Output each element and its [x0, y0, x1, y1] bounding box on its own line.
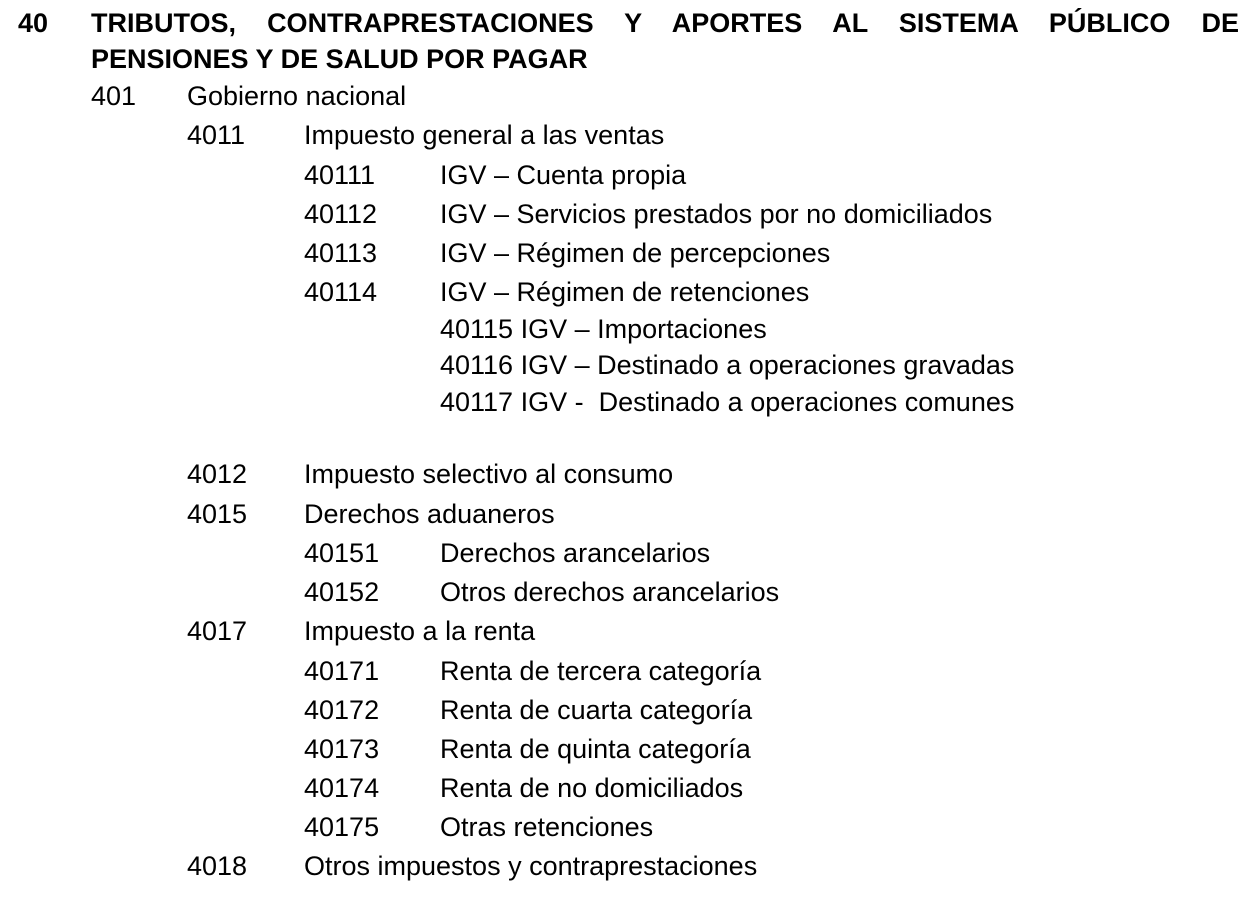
- account-label: IGV – Régimen de percepciones: [440, 238, 831, 268]
- account-label: IGV – Servicios prestados por no domiciliados: [440, 199, 993, 229]
- account-code: 40174: [304, 773, 380, 803]
- account-code: 4011: [187, 120, 246, 150]
- account-label: IGV - Destinado a operaciones comunes: [520, 387, 1015, 417]
- account-label: Impuesto a la renta: [304, 616, 536, 646]
- account-code: 4018: [187, 851, 248, 881]
- account-code: 40151: [304, 538, 380, 568]
- account-label: IGV – Destinado a operaciones gravadas: [520, 350, 1015, 380]
- account-label: IGV – Régimen de retenciones: [440, 277, 810, 307]
- account-label: Renta de tercera categoría: [440, 656, 762, 686]
- account-label: Otros impuestos y contraprestaciones: [304, 851, 758, 881]
- account-code: 40175: [304, 812, 380, 842]
- account-entry: [440, 311, 767, 347]
- account-code: 40114: [304, 277, 378, 307]
- account-code: 40112: [304, 199, 378, 229]
- account-label: Otros derechos arancelarios: [440, 577, 780, 607]
- account-label: Impuesto selectivo al consumo: [304, 459, 674, 489]
- account-code: 4012: [187, 459, 248, 489]
- account-code: 40117: [440, 387, 514, 417]
- account-label: IGV – Importaciones: [520, 314, 767, 344]
- account-label: Impuesto general a las ventas: [304, 120, 665, 150]
- account-code: 40115: [440, 314, 514, 344]
- account-label: Renta de no domiciliados: [440, 773, 744, 803]
- account-label: Derechos aduaneros: [304, 499, 555, 529]
- account-entry: [440, 384, 1014, 420]
- account-code: 401: [91, 81, 137, 111]
- account-code: 40172: [304, 695, 380, 725]
- account-label: Renta de quinta categoría: [440, 734, 751, 764]
- account-code: 40152: [304, 577, 380, 607]
- account-code: 40111: [304, 160, 376, 190]
- account-code: 4017: [187, 616, 248, 646]
- account-label: IGV – Cuenta propia: [440, 160, 687, 190]
- account-code: 40173: [304, 734, 380, 764]
- account-label: Otras retenciones: [440, 812, 654, 842]
- account-code: 4015: [187, 499, 248, 529]
- account-label: Renta de cuarta categoría: [440, 695, 753, 725]
- account-label: Gobierno nacional: [187, 81, 407, 111]
- account-code: 40116: [440, 350, 514, 380]
- account-class-title: TRIBUTOS, CONTRAPRESTACIONES Y APORTES AL SISTEMA PÚBLICO DE PENSIONES Y DE SALUD POR PAGAR: [91, 8, 1239, 74]
- account-entry: [440, 347, 1014, 383]
- account-label: Derechos arancelarios: [440, 538, 711, 568]
- account-code: 40113: [304, 238, 378, 268]
- account-code: 40171: [304, 656, 380, 686]
- account-class-code: 40: [18, 8, 49, 38]
